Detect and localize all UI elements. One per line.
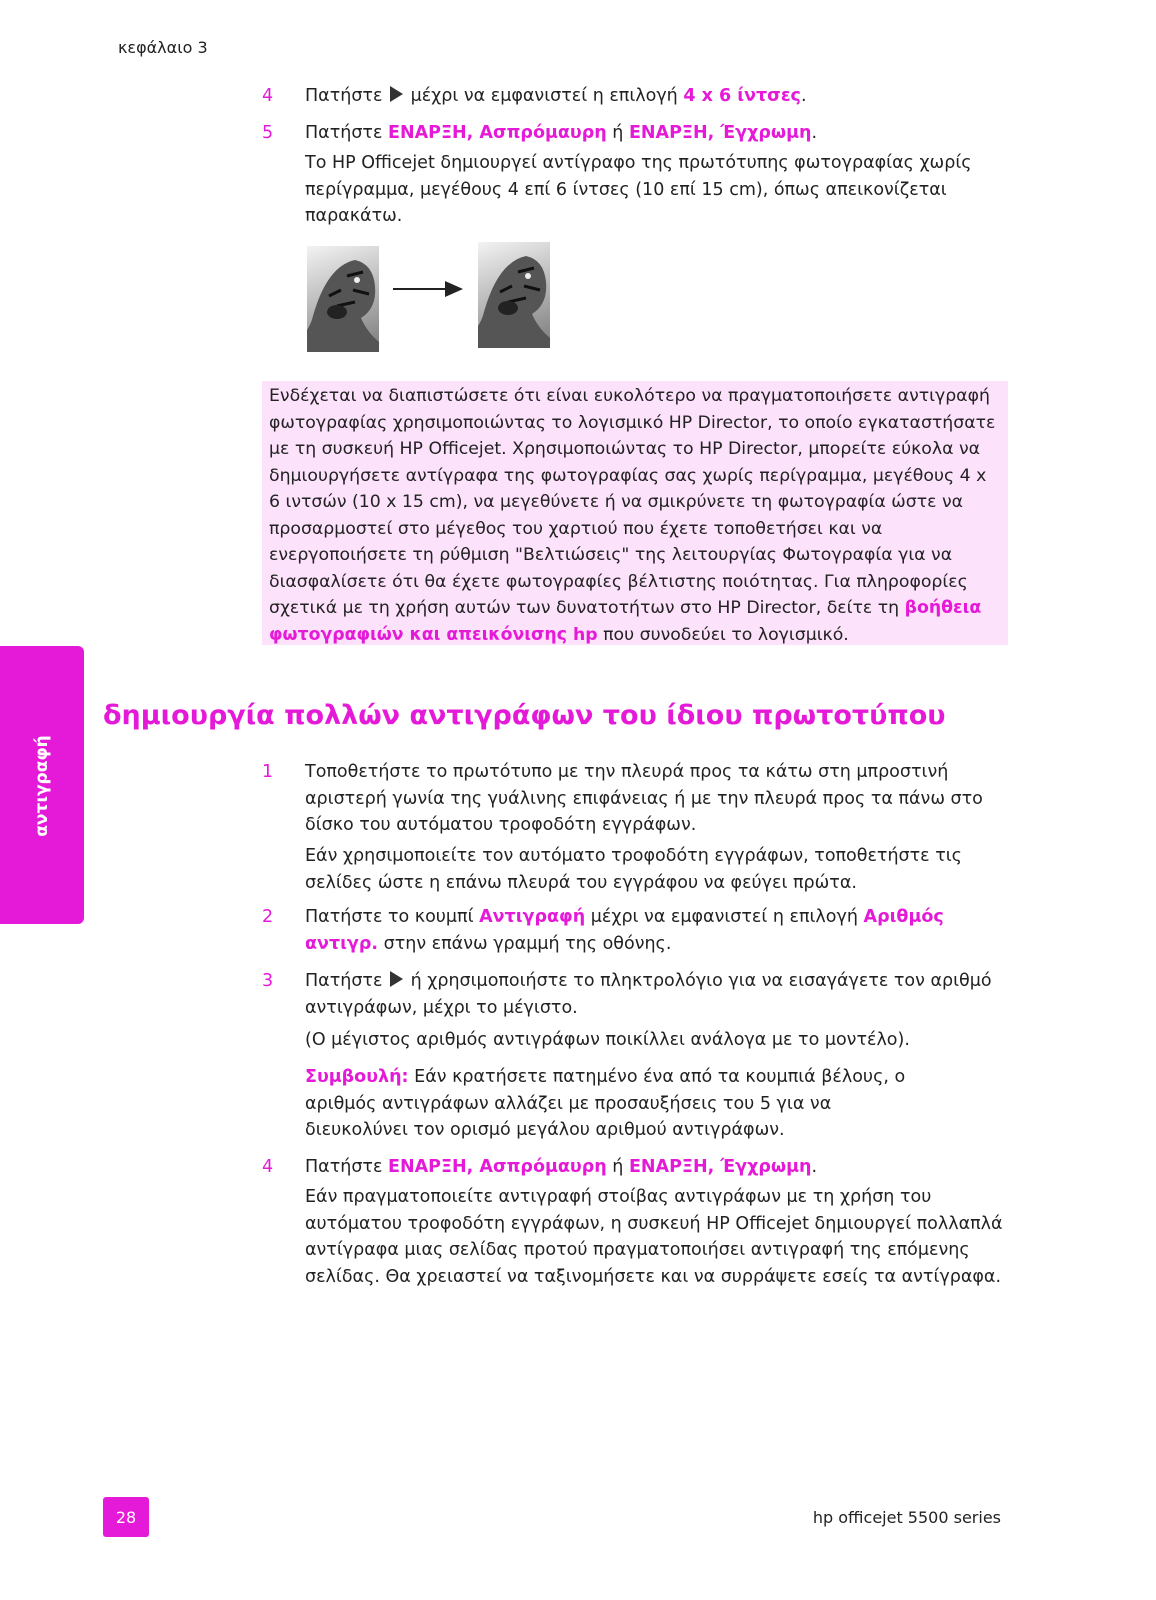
side-tab-label: αντιγραφή: [32, 735, 52, 837]
step-number: 4: [262, 1157, 274, 1177]
chapter-header: κεφάλαιο 3: [118, 38, 208, 57]
step-text: Πατήστε: [305, 86, 383, 106]
help-link[interactable]: βοήθεια φωτογραφιών και απεικόνισης hp: [269, 598, 982, 645]
note-box: [262, 381, 1008, 645]
side-tab: [0, 646, 84, 924]
step-3-text: Πατήστε ή χρησιμοποιήστε το πληκτρολόγιο για να εισαγάγετε τον αριθμό αντιγράφων, μέχρι το μέγιστο.: [305, 971, 992, 1018]
page-number-badge: [103, 1497, 149, 1537]
step-number: 5: [262, 123, 274, 143]
tip-label: Συμβουλή:: [305, 1067, 409, 1087]
option-label: 4 x 6 ίντσες: [683, 86, 801, 106]
copy-button-label: Αντιγραφή: [479, 907, 586, 927]
original-photo: [307, 246, 379, 352]
arrow-icon: [393, 279, 465, 303]
note-tail: που συνοδεύει το λογισμικό.: [603, 624, 849, 645]
step-1-extra: Εάν χρησιμοποιείτε τον αυτόματο τροφοδότη εγγράφων, τοποθετήστε τις σελίδες ώστε η επάνω πλευρά του εγγράφου να φεύγει πρώτα.: [305, 846, 962, 893]
step-1-text: Τοποθετήστε το πρωτότυπο με την πλευρά προς τα κάτω στη μπροστινή αριστερή γωνία της γυάλινης επιφάνειας ή με την πλευρά προς τα πάνω στο δίσκο του αυτόματου τροφοδότη εγγράφων.: [305, 762, 983, 835]
right-arrow-icon: [390, 86, 403, 102]
step-number: 4: [262, 86, 274, 106]
page-number: 28: [115, 1507, 137, 1527]
step-4-text: Πατήστε ΕΝΑΡΞΗ, Ασπρόμαυρη ή ΕΝΑΡΞΗ, Έγχρωμη.: [305, 1157, 818, 1177]
start-bw-label: ΕΝΑΡΞΗ, Ασπρόμαυρη: [388, 1157, 607, 1177]
tip-text: Εάν κρατήσετε πατημένο ένα από τα κουμπιά βέλους, ο αριθμός αντιγράφων αλλάζει με προσαυξήσεις του 5 για να διευκολύνει τον ορισμό μεγάλου αριθμού αντιγράφων.: [305, 1067, 906, 1140]
copies-option-label: Αριθμός αντιγρ.: [305, 907, 944, 954]
product-name: hp officejet 5500 series: [812, 1508, 1001, 1527]
step-4-extra: Εάν πραγματοποιείτε αντιγραφή στοίβας αντιγράφων με τη χρήση του αυτόματου τροφοδότη εγγράφων, η συσκευή HP Officejet δημιουργεί πολλαπλά αντίγραφα μιας σελίδας προτού πραγματοποιήσει αντιγραφή της επόμενης σελίδας. Θα χρειαστεί να ταξινομήσετε και να συρράψετε εσείς τα αντίγραφα.: [305, 1187, 1003, 1287]
section-title: δημιουργία πολλών αντιγράφων του ίδιου πρωτοτύπου: [103, 700, 946, 731]
step-number: 1: [262, 762, 274, 782]
note-text: Ενδέχεται να διαπιστώσετε ότι είναι ευκολότερο να πραγματοποιήσετε αντιγραφή φωτογραφίας χρησιμοποιώντας το λογισμικό HP Director, το οποίο εγκαταστήσατε με τη συσκευή HP Officejet. Χρησιμοποιώντας το HP Director, μπορείτε εύκολα να δημιουργήσετε αντίγραφα της φωτογραφίας σας χωρίς περίγραμμα, μεγέθους 4 x 6 ιντσών (10 x 15 cm), να μεγεθύνετε ή να σμικρύνετε τη φωτογραφία ώστε να προσαρμοστεί στο μέγεθος του χαρτιού που έχετε τοποθετήσει και να ενεργοποιήσετε τη ρύθμιση "Βελτιώσεις" της λειτουργίας Φωτογραφία για να διασφαλίσετε ότι θα έχετε φωτογραφίες βέλτιστης ποιότητας. Για πληροφορίες σχετικά με τη χρήση αυτών των δυνατοτήτων στο HP Director, δείτε τη: [269, 386, 996, 618]
intro-step-4: Πατήστε μέχρι να εμφανιστεί η επιλογή 4 x 6 ίντσες.: [305, 86, 807, 106]
step-text: μέχρι να εμφανιστεί η επιλογή: [410, 86, 678, 106]
step-number: 3: [262, 971, 274, 991]
step-2-text: Πατήστε το κουμπί Αντιγραφή μέχρι να εμφανιστεί η επιλογή Αριθμός αντιγρ. στην επάνω γραμμή της οθόνης.: [305, 907, 944, 954]
start-color-label: ΕΝΑΡΞΗ, Έγχρωμη: [628, 1157, 812, 1177]
start-bw-label: ΕΝΑΡΞΗ, Ασπρόμαυρη: [388, 123, 607, 143]
intro-step-5: Πατήστε ΕΝΑΡΞΗ, Ασπρόμαυρη ή ΕΝΑΡΞΗ, Έγχρωμη.: [305, 123, 818, 143]
step-number: 2: [262, 907, 274, 927]
right-arrow-icon: [390, 971, 403, 987]
intro-description: Το HP Officejet δημιουργεί αντίγραφο της πρωτότυπης φωτογραφίας χωρίς περίγραμμα, μεγέθους 4 επί 6 ίντσες (10 επί 15 cm), όπως απεικονίζεται παρακάτω.: [305, 153, 972, 226]
step-3-note: (Ο μέγιστος αριθμός αντιγράφων ποικίλλει ανάλογα με το μοντέλο).: [305, 1030, 910, 1050]
tip-block: [305, 1064, 925, 1144]
copy-photo: [478, 242, 550, 348]
start-color-label: ΕΝΑΡΞΗ, Έγχρωμη: [628, 123, 812, 143]
